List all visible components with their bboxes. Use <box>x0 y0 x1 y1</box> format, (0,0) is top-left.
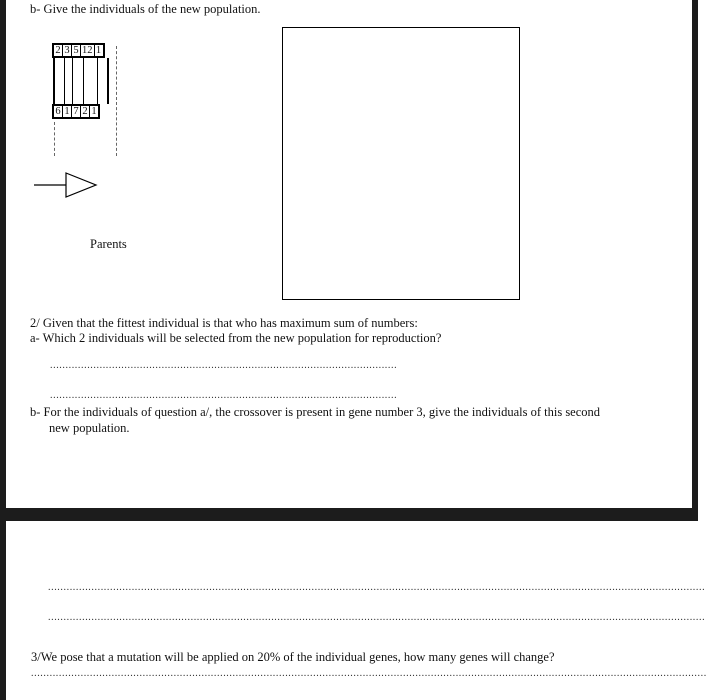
gene-cell: 12 <box>82 45 93 56</box>
left-border-bar <box>0 0 6 700</box>
right-border-bar <box>692 0 698 508</box>
answer-box <box>282 27 520 300</box>
gene-cell: 3 <box>63 45 72 56</box>
gene-cell: 1 <box>95 45 102 56</box>
connector-line <box>53 58 55 104</box>
question-2-intro: 2/ Given that the fittest individual is that who has maximum sum of numbers: <box>30 316 418 330</box>
connector-line <box>83 58 84 104</box>
answer-dotted-line: .................................................................................................................................................................................................................... <box>48 582 706 593</box>
question-2b-line-2: new population. <box>49 421 130 435</box>
question-b-title: b- Give the individuals of the new population. <box>30 2 261 16</box>
answer-dotted-line: .......................................................................................................................................................................................................................... <box>31 668 707 679</box>
answer-dotted-line: ................................................................................................................ <box>50 360 398 371</box>
question-3-text: 3/We pose that a mutation will be applied on 20% of the individual genes, how many genes will change? <box>31 650 555 664</box>
answer-dotted-line: .................................................................................................................................................................................................................... <box>48 612 706 623</box>
gene-cell: 5 <box>72 45 81 56</box>
parents-label: Parents <box>90 237 127 251</box>
gene-cell: 1 <box>91 106 97 117</box>
arrow-right-icon <box>32 170 102 202</box>
dashed-guide <box>116 46 117 156</box>
top-genome <box>52 43 105 58</box>
gene-cell: 1 <box>63 106 72 117</box>
connector-line <box>107 58 109 104</box>
gene-cell: 2 <box>81 106 90 117</box>
connector-line <box>64 58 65 104</box>
answer-dotted-line: ................................................................................................................ <box>50 390 398 401</box>
gene-cell: 7 <box>72 106 81 117</box>
gene-cell: 2 <box>54 45 63 56</box>
gene-cell: 6 <box>54 106 63 117</box>
question-2a-text: a- Which 2 individuals will be selected from the new population for reproduction? <box>30 331 442 345</box>
question-2b-line-1: b- For the individuals of question a/, the crossover is present in gene number 3, give the individuals of this second <box>30 405 601 419</box>
page-separator-bar <box>0 508 698 521</box>
connector-line <box>72 58 73 104</box>
dashed-guide <box>54 122 55 156</box>
bottom-genome <box>52 104 100 119</box>
connector-line <box>97 58 98 104</box>
